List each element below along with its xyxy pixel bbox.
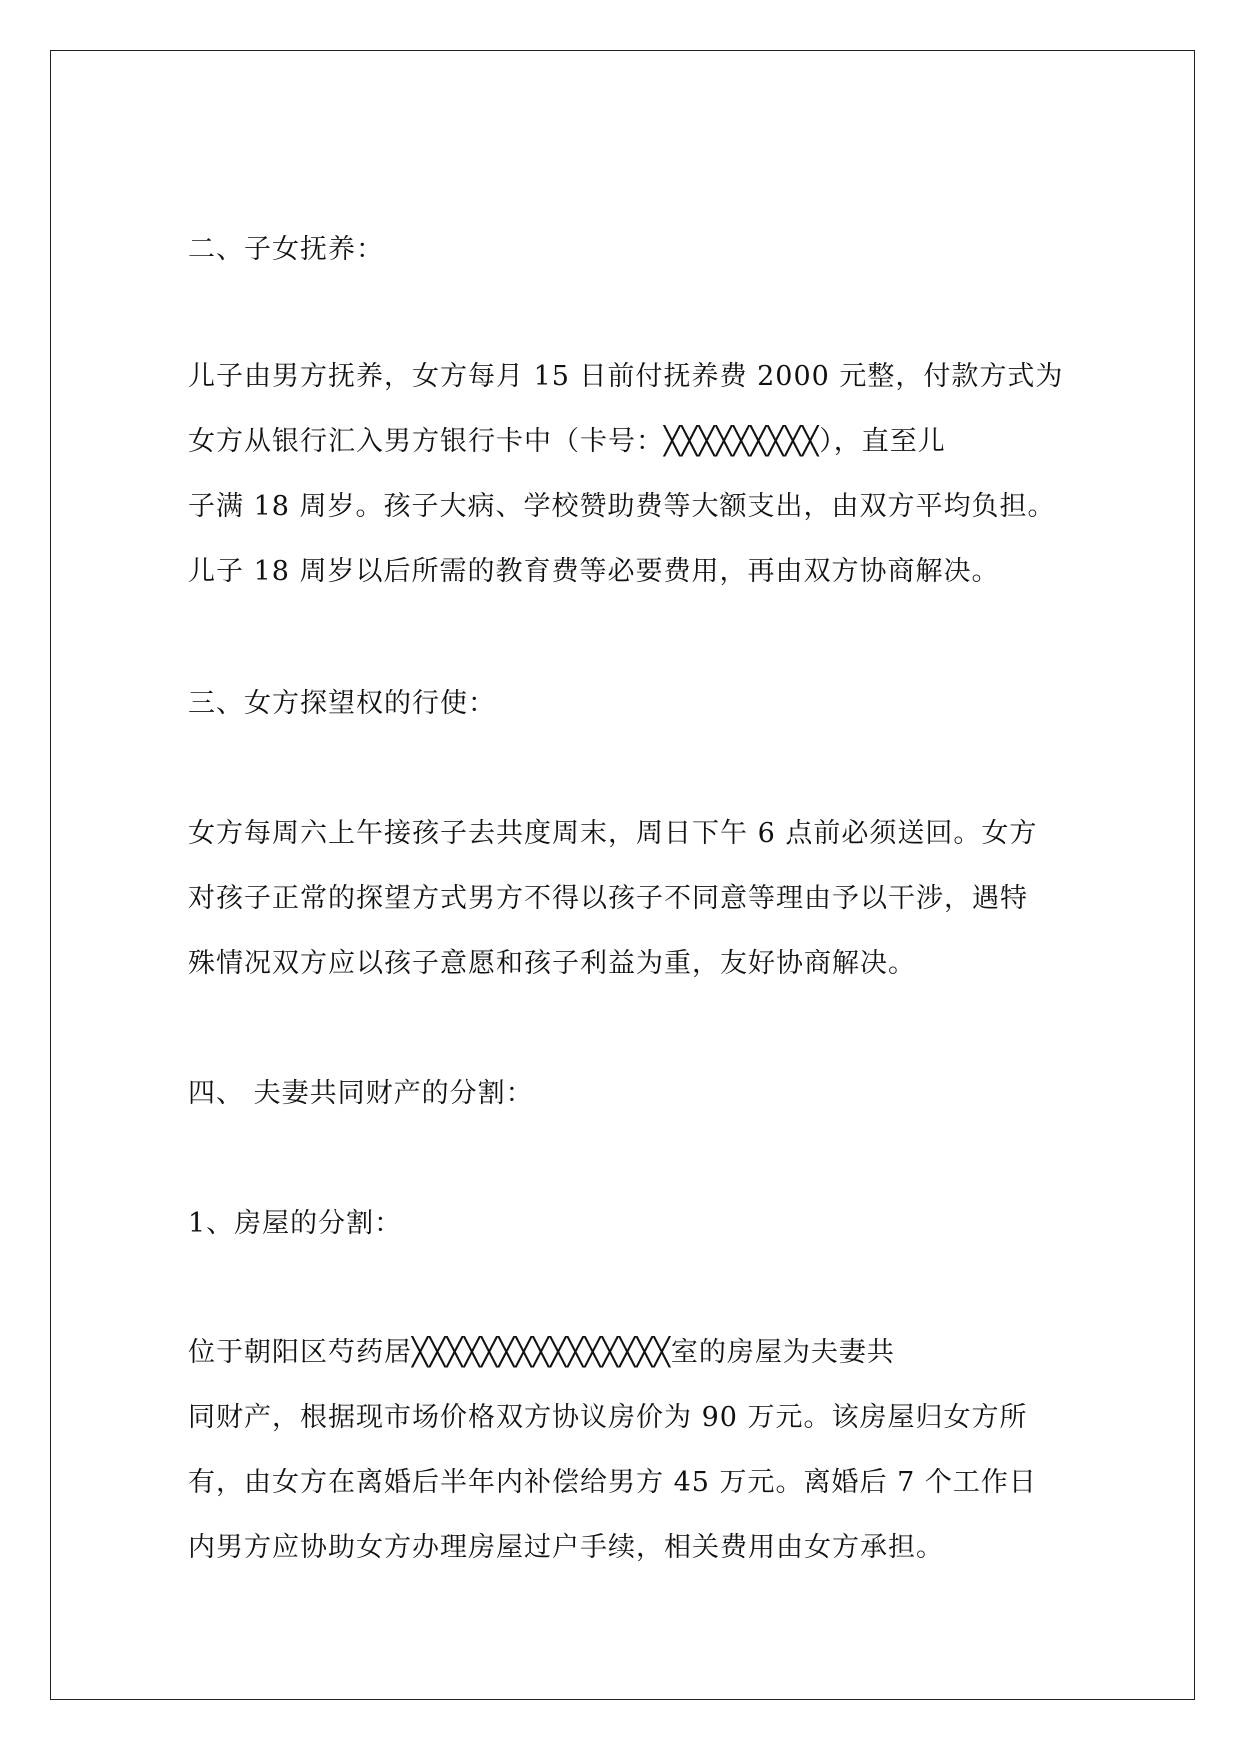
- paragraph-line: 儿子 18 周岁以后所需的教育费等必要费用，再由双方协商解决。: [188, 556, 1000, 587]
- section-heading-property: 四、 夫妻共同财产的分割：: [188, 1078, 534, 1109]
- paragraph-line: 女方从银行汇入男方银行卡中（卡号：╳╳╳╳╳╳╳╳╳），直至儿: [188, 426, 946, 457]
- paragraph-line: 子满 18 周岁。孩子大病、学校赞助费等大额支出，由双方平均负担。: [188, 491, 1056, 522]
- subsection-heading-house: 1、房屋的分割：: [188, 1208, 403, 1239]
- paragraph-line: 对孩子正常的探望方式男方不得以孩子不同意等理由予以干涉，遇特: [188, 883, 1028, 914]
- paragraph-line: 位于朝阳区芍药居╳╳╳╳╳╳╳╳╳╳╳╳╳╳╳室的房屋为夫妻共: [188, 1337, 895, 1368]
- paragraph-line: 儿子由男方抚养，女方每月 15 日前付抚养费 2000 元整，付款方式为: [188, 361, 1064, 392]
- paragraph-line: 殊情况双方应以孩子意愿和孩子利益为重，友好协商解决。: [188, 948, 916, 979]
- page-border: [50, 50, 1195, 1700]
- paragraph-line: 同财产，根据现市场价格双方协议房价为 90 万元。该房屋归女方所: [188, 1402, 1028, 1433]
- paragraph-line: 女方每周六上午接孩子去共度周末，周日下午 6 点前必须送回。女方: [188, 818, 1038, 849]
- paragraph-line: 内男方应协助女方办理房屋过户手续，相关费用由女方承担。: [188, 1532, 944, 1563]
- section-heading-child-custody: 二、子女抚养：: [188, 234, 384, 265]
- paragraph-line: 有，由女方在离婚后半年内补偿给男方 45 万元。离婚后 7 个工作日: [188, 1467, 1037, 1498]
- section-heading-visitation: 三、女方探望权的行使：: [188, 688, 496, 719]
